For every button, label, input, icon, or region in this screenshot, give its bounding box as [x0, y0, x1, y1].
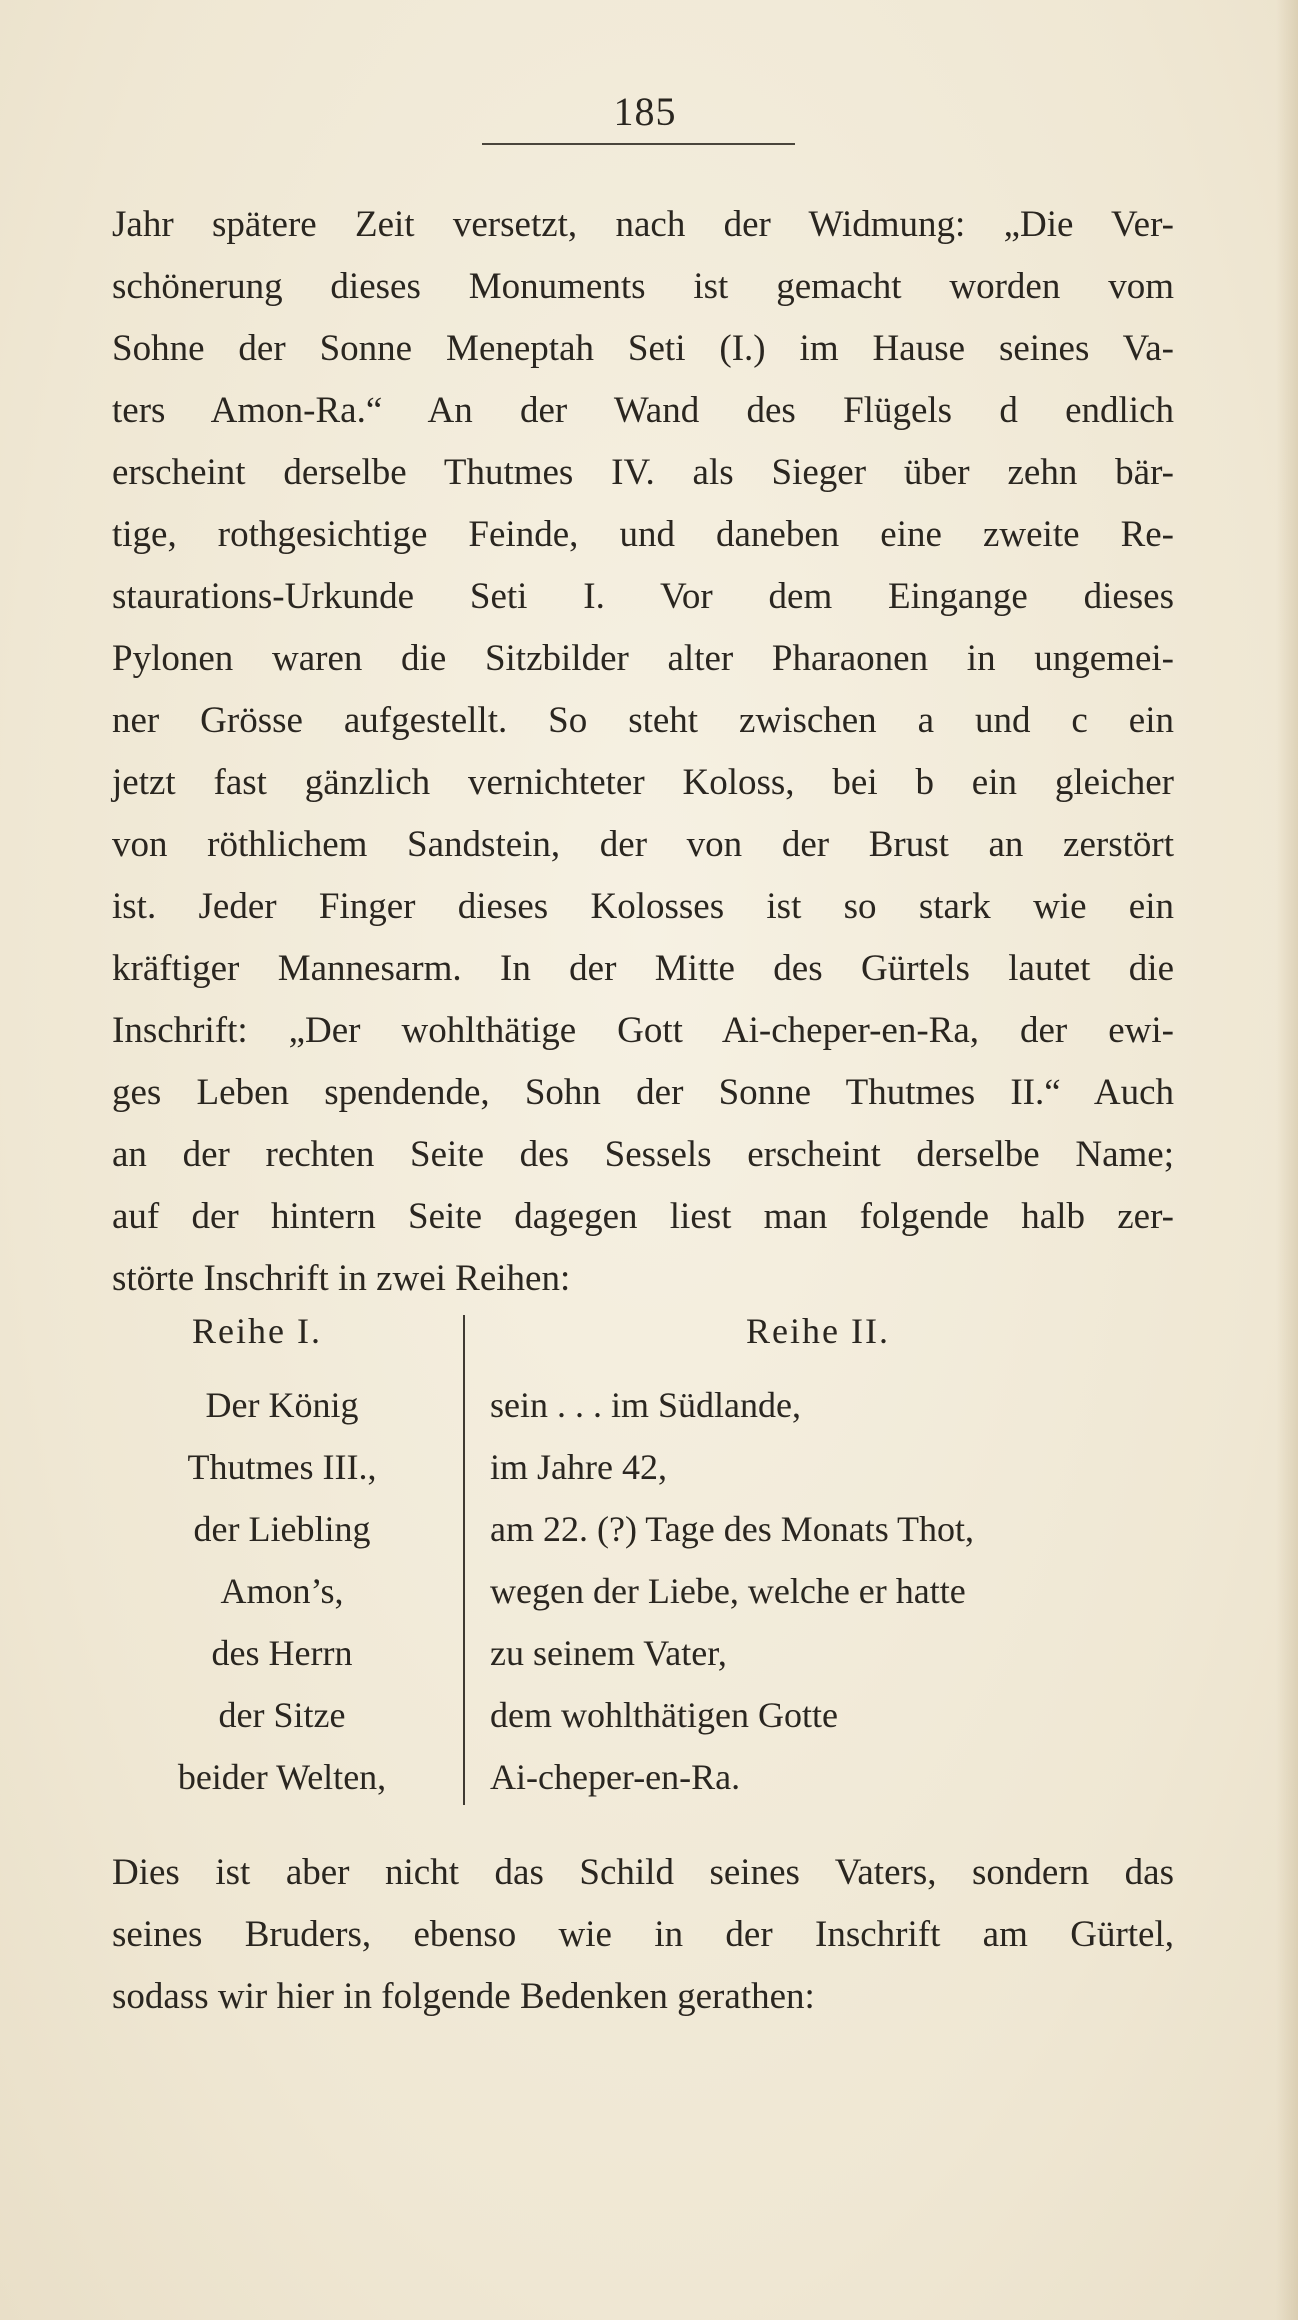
- text-line: schönerung dieses Monuments ist gemacht worden vom: [112, 266, 1174, 307]
- inscription-line: Thutmes III.,: [187, 1447, 377, 1487]
- inscription-line: Der König: [205, 1385, 359, 1425]
- inscription-line: dem wohlthätigen Gotte: [490, 1695, 838, 1735]
- page-edge-shadow: [1276, 0, 1298, 2320]
- inscription-column-2: [490, 1300, 1190, 1808]
- text-line: jetzt fast gänzlich vernichteter Koloss, bei b ein gleicher: [112, 762, 1174, 803]
- text-line: staurations-Urkunde Seti I. Vor dem Eingange dieses: [112, 576, 1174, 617]
- paragraph-1: [112, 194, 1174, 1310]
- text-line: ist. Jeder Finger dieses Kolosses ist so stark wie ein: [112, 886, 1174, 927]
- header-rule: [482, 143, 795, 145]
- text-line: kräftiger Mannesarm. In der Mitte des Gürtels lautet die: [112, 948, 1174, 989]
- column-1-heading: Reihe I.: [192, 1311, 322, 1351]
- text-line: Dies ist aber nicht das Schild seines Vaters, sondern das: [112, 1852, 1174, 1893]
- text-line: Sohne der Sonne Meneptah Seti (I.) im Hause seines Va-: [112, 328, 1174, 369]
- inscription-line: im Jahre 42,: [490, 1447, 667, 1487]
- column-2-heading: Reihe II.: [746, 1311, 890, 1351]
- text-line: Inschrift: „Der wohlthätige Gott Ai-cheper-en-Ra, der ewi-: [112, 1010, 1174, 1051]
- inscription-line: wegen der Liebe, welche er hatte: [490, 1571, 966, 1611]
- inscription-line: der Liebling: [193, 1509, 371, 1549]
- inscription-line: beider Welten,: [177, 1757, 387, 1797]
- inscription-line: sein . . . im Südlande,: [490, 1385, 801, 1425]
- inscription-line: der Sitze: [218, 1695, 346, 1735]
- page-number: 185: [613, 89, 677, 134]
- inscription-column-1: [112, 1300, 452, 1808]
- text-line: Jahr spätere Zeit versetzt, nach der Widmung: „Die Ver-: [112, 204, 1174, 245]
- paragraph-2: [112, 1842, 1174, 2028]
- text-line: auf der hintern Seite dagegen liest man folgende halb zer-: [112, 1196, 1174, 1237]
- text-line: erscheint derselbe Thutmes IV. als Sieger über zehn bär-: [112, 452, 1174, 493]
- column-divider: [463, 1315, 465, 1805]
- inscription-line: am 22. (?) Tage des Monats Thot,: [490, 1509, 975, 1549]
- inscription-line: Amon’s,: [220, 1571, 344, 1611]
- text-line: störte Inschrift in zwei Reihen:: [112, 1258, 571, 1299]
- text-line: von röthlichem Sandstein, der von der Brust an zerstört: [112, 824, 1174, 865]
- text-line: tige, rothgesichtige Feinde, und daneben eine zweite Re-: [112, 514, 1174, 555]
- text-line: sodass wir hier in folgende Bedenken gerathen:: [112, 1976, 815, 2017]
- text-line: ner Grösse aufgestellt. So steht zwischen a und c ein: [112, 700, 1174, 741]
- inscription-line: des Herrn: [211, 1633, 353, 1673]
- text-line: seines Bruders, ebenso wie in der Inschrift am Gürtel,: [112, 1914, 1174, 1955]
- text-line: ges Leben spendende, Sohn der Sonne Thutmes II.“ Auch: [112, 1072, 1174, 1113]
- inscription-line: Ai-cheper-en-Ra.: [490, 1757, 741, 1797]
- text-line: an der rechten Seite des Sessels erscheint derselbe Name;: [112, 1134, 1174, 1175]
- text-line: ters Amon-Ra.“ An der Wand des Flügels d endlich: [112, 390, 1174, 431]
- inscription-line: zu seinem Vater,: [490, 1633, 727, 1673]
- text-line: Pylonen waren die Sitzbilder alter Pharaonen in ungemei-: [112, 638, 1174, 679]
